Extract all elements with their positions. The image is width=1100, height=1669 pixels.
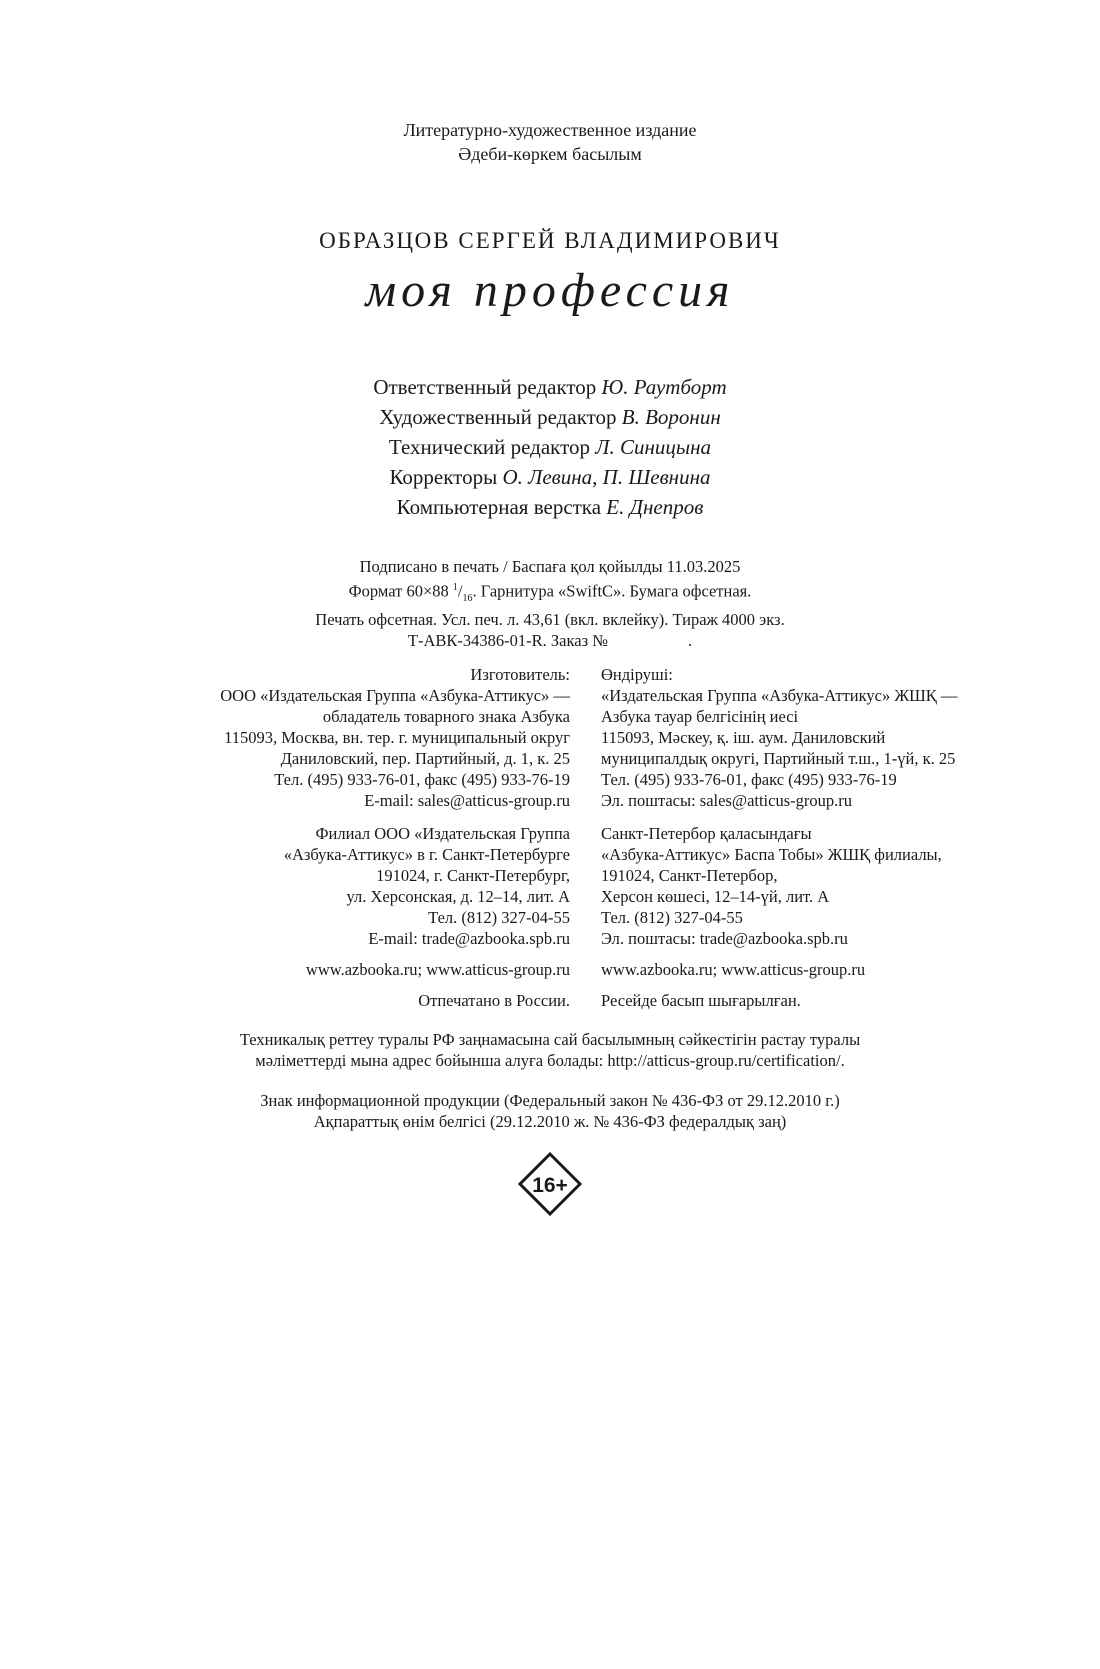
credit-name: В. Воронин — [621, 405, 721, 429]
manufacturer-heading: Өндіруші: — [601, 665, 673, 684]
branch-line: Филиал ООО «Издательская Группа — [315, 824, 570, 843]
printed-in-line: Отпечатано в России. — [418, 991, 570, 1010]
format-suffix: . Гарнитура «SwiftC». Бумага офсетная. — [472, 581, 752, 601]
credit-name: Е. Днепров — [606, 495, 704, 519]
phone-line: Тел. (495) 933-76-01, факс (495) 933-76-19 — [274, 770, 570, 789]
email-line: E-mail: trade@azbooka.spb.ru — [368, 929, 570, 948]
manufacturer-kk — [601, 664, 1061, 1011]
manufacturer-heading: Изготовитель: — [470, 665, 570, 684]
credit-line — [0, 432, 1100, 462]
format-prefix: Формат 60×88 — [348, 581, 453, 601]
order-number-label: Т-АВК-34386-01-R. Заказ № — [407, 630, 608, 650]
credit-line — [0, 492, 1100, 522]
branch-line: ул. Херсонская, д. 12–14, лит. А — [346, 887, 570, 906]
info-sign-line: Ақпараттық өнім белгісі (29.12.2010 ж. № 436-ФЗ федералдық заң) — [313, 1112, 787, 1131]
credit-name: О. Левина, П. Шевнина — [502, 465, 711, 489]
book-title: моя профессия — [365, 264, 735, 317]
address-line: ООО «Издательская Группа «Азбука-Аттикус» — — [220, 686, 570, 705]
address-line: обладатель товарного знака Азбука — [322, 707, 570, 726]
genre-kk: Әдеби-көркем басылым — [458, 144, 642, 164]
address-line: «Издательская Группа «Азбука-Аттикус» ЖШҚ — — [601, 686, 958, 705]
credit-role: Художественный редактор — [379, 405, 617, 429]
credit-role: Технический редактор — [388, 435, 591, 459]
email-line: Эл. поштасы: sales@atticus-group.ru — [601, 791, 852, 810]
branch-line: «Азбука-Аттикус» в г. Санкт-Петербурге — [283, 845, 570, 864]
genre-ru: Литературно-художественное издание — [403, 120, 697, 140]
info-sign-note — [0, 1090, 1100, 1132]
credit-line — [0, 402, 1100, 432]
phone-line: Тел. (812) 327-04-55 — [428, 908, 570, 927]
print-line: Печать офсетная. Усл. печ. л. 43,61 (вкл. вклейку). Тираж 4000 экз. — [315, 609, 785, 629]
format-fraction-den: 16 — [462, 592, 473, 604]
address-line: 115093, Мәскеу, қ. іш. аум. Даниловский — [601, 728, 886, 747]
tech-reg-line: Техникалық реттеу туралы РФ заңнамасына сай басылымның сәйкестігін растау туралы — [239, 1030, 861, 1049]
credit-role: Корректоры — [389, 465, 498, 489]
info-sign-line: Знак информационной продукции (Федеральный закон № 436-ФЗ от 29.12.2010 г.) — [260, 1091, 840, 1110]
credit-name: Ю. Раутборт — [601, 375, 727, 399]
branch-line: Санкт-Петербор қаласындағы — [601, 824, 812, 843]
websites-line: www.azbooka.ru; www.atticus-group.ru — [305, 960, 570, 979]
tech-regulation-note — [0, 1029, 1100, 1071]
genre-block — [0, 118, 1100, 166]
credit-line — [0, 462, 1100, 492]
address-line: Даниловский, пер. Партийный, д. 1, к. 25 — [280, 749, 570, 768]
credit-line — [0, 372, 1100, 402]
address-line: Азбука тауар белгісінің иесі — [601, 707, 799, 726]
age-rating-label: 16+ — [532, 1174, 568, 1197]
tech-reg-line: мәліметтерді мына адрес бойынша алуға болады: http://atticus-group.ru/certification/. — [255, 1051, 845, 1070]
format-fraction-num: 1 — [452, 582, 458, 593]
age-rating-icon — [518, 1152, 582, 1216]
format-line: Формат 60×88 $^1/_{16}$. Гарнитура «SwiftC». Бумага офсетная. — [348, 581, 752, 604]
address-line: муниципалдық округі, Партийный т.ш., 1-үй, к. 25 — [601, 749, 956, 768]
branch-line: 191024, Санкт-Петербор, — [601, 866, 778, 885]
branch-line: Херсон көшесі, 12–14-үй, лит. А — [601, 887, 830, 906]
websites-line: www.azbooka.ru; www.atticus-group.ru — [601, 960, 866, 979]
credit-name: Л. Синицына — [595, 435, 712, 459]
email-line: E-mail: sales@atticus-group.ru — [364, 791, 570, 810]
printed-in-line: Ресейде басып шығарылған. — [601, 991, 801, 1010]
email-line: Эл. поштасы: trade@azbooka.spb.ru — [601, 929, 848, 948]
order-end: . — [687, 630, 693, 650]
credit-role: Компьютерная верстка — [396, 495, 602, 519]
manufacturer-ru — [100, 664, 570, 1011]
credits-block — [0, 372, 1100, 522]
phone-line: Тел. (495) 933-76-01, факс (495) 933-76-19 — [601, 770, 897, 789]
printing-details — [0, 556, 1100, 651]
order-line — [0, 630, 1100, 651]
author-name: ОБРАЗЦОВ СЕРГЕЙ ВЛАДИМИРОВИЧ — [319, 228, 781, 253]
phone-line: Тел. (812) 327-04-55 — [601, 908, 743, 927]
address-line: 115093, Москва, вн. тер. г. муниципальный округ — [224, 728, 570, 747]
branch-line: «Азбука-Аттикус» Баспа Тобы» ЖШҚ филиалы, — [601, 845, 942, 864]
branch-line: 191024, г. Санкт-Петербург, — [376, 866, 570, 885]
credit-role: Ответственный редактор — [373, 375, 597, 399]
signed-line: Подписано в печать / Баспаға қол қойылды 11.03.2025 — [359, 557, 741, 576]
